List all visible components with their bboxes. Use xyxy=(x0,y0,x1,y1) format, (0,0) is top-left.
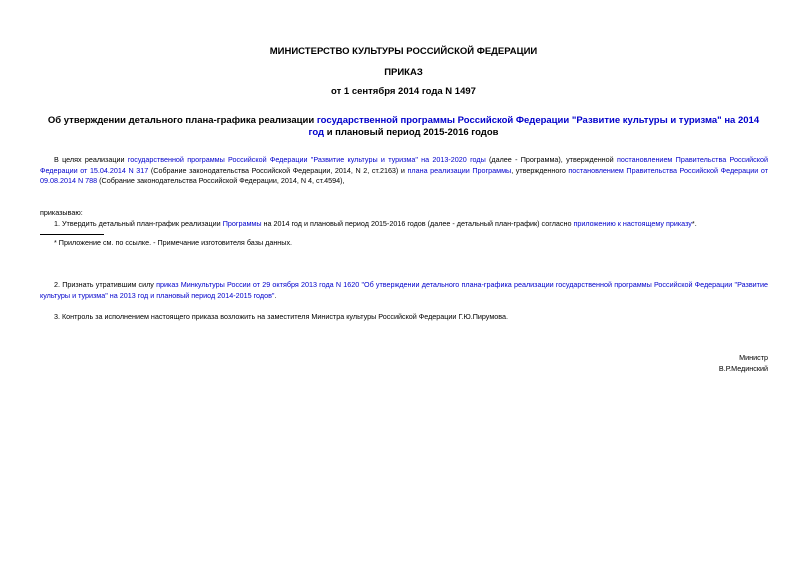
appendix-link[interactable]: приложению к настоящему приказу xyxy=(573,219,692,228)
intro-text-2: (далее - Программа), утвержденной xyxy=(485,155,617,164)
signature-position: Министр xyxy=(739,353,768,362)
date-number-heading: от 1 сентября 2014 года N 1497 xyxy=(331,86,476,97)
intro-text-1: В целях реализации xyxy=(54,155,128,164)
document-title xyxy=(40,115,767,139)
item1-text-1: 1. Утвердить детальный план-график реализации xyxy=(54,219,223,228)
doc-type-heading: ПРИКАЗ xyxy=(384,67,423,78)
item1-text-2: на 2014 год и плановый период 2015-2016 годов (далее - детальный план-график) согласно xyxy=(261,219,574,228)
item2-text-2: . xyxy=(274,290,277,300)
prikazyvayu-text: приказываю: xyxy=(40,208,83,217)
intro-text-4: , утвержденного xyxy=(511,165,569,175)
title-suffix: и плановый период 2015-2016 годов xyxy=(324,127,499,138)
item-1-paragraph xyxy=(40,219,768,230)
title-prefix: Об утверждении детального плана-графика реализации xyxy=(47,115,317,126)
intro-paragraph xyxy=(40,155,768,187)
intro-text-5: (Собрание законодательства Российской Федерации, 2014, N 4, ст.4594), xyxy=(97,176,345,186)
footnote-text: * Приложение см. по ссылке. - Примечание изготовителя базы данных. xyxy=(54,238,293,247)
signature-name: В.Р.Мединский xyxy=(718,364,768,373)
program-link[interactable]: Программы xyxy=(222,219,262,228)
ministry-heading: МИНИСТЕРСТВО КУЛЬТУРЫ РОССИЙСКОЙ ФЕДЕРАЦИИ xyxy=(269,46,538,57)
decree-317-link[interactable]: постановлением Правительства Российской Федерации от 15.04.2014 N 317 xyxy=(40,155,768,175)
order-1620-link[interactable]: приказ Минкультуры России от 29 октября 2013 года N 1620 "Об утверждении детального плана-графика реализации государственной программы Российской Федерации "Развитие культуры и туризма" на 2013 год и плановый период 2014-2015 годов" xyxy=(40,280,768,300)
decree-788-link[interactable]: постановлением Правительства Российской Федерации от 09.08.2014 N 788 xyxy=(40,165,768,186)
item1-text-3: *. xyxy=(691,219,697,228)
item-2-paragraph xyxy=(40,280,768,301)
title-program-link[interactable]: государственной программы Российской Федерации "Развитие культуры и туризма" на 2014 год xyxy=(308,115,760,138)
intro-text-3: (Собрание законодательства Российской Федерации, 2014, N 2, ст.2163) и xyxy=(148,165,408,175)
program-2013-2020-link[interactable]: государственной программы Российской Федерации "Развитие культуры и туризма" на 2013-2020 годы xyxy=(127,155,486,164)
item-3-paragraph: 3. Контроль за исполнением настоящего приказа возложить на заместителя Министра культуры Российской Федерации Г.Ю.Пирумова. xyxy=(54,312,508,321)
item2-text-1: 2. Признать утратившим силу xyxy=(54,280,157,289)
program-plan-link[interactable]: плана реализации Программы xyxy=(407,165,512,175)
footnote-divider xyxy=(40,234,104,235)
